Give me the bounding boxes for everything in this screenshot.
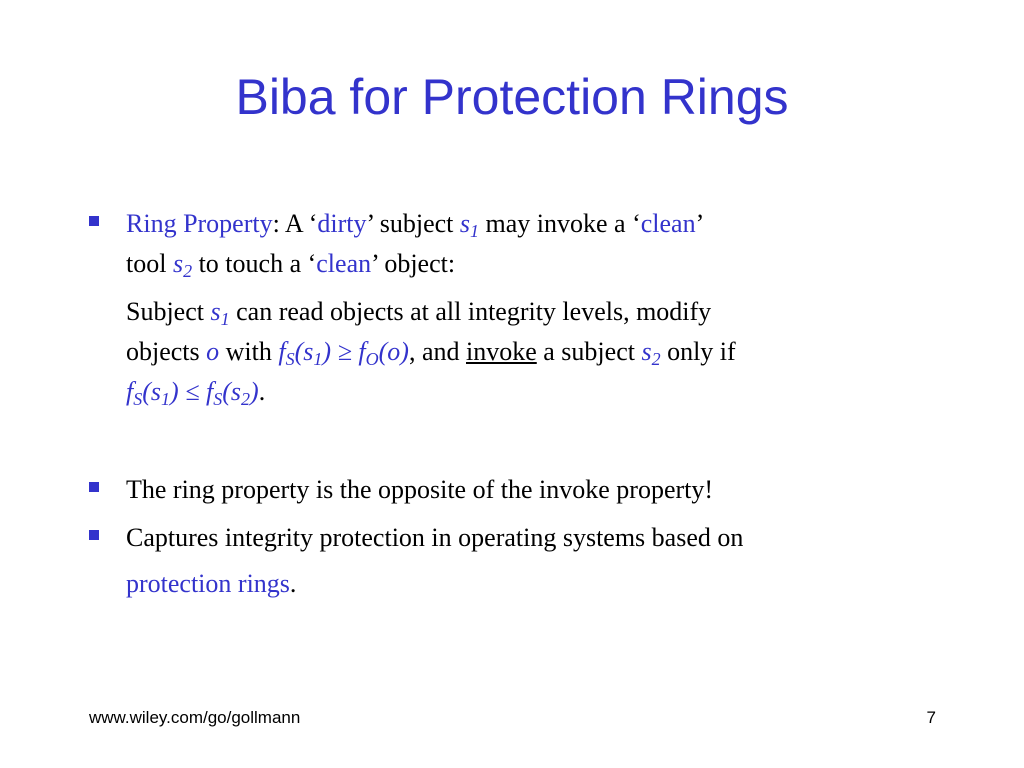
subscript-1: 1 [313, 349, 323, 369]
symbol-s: s [172, 249, 184, 278]
text-fragment: Subject [126, 297, 211, 326]
square-bullet-icon [89, 482, 99, 492]
protection-rings-term: protection rings [126, 569, 290, 598]
text-fragment: . [258, 377, 266, 406]
subject-s1 [459, 209, 480, 241]
square-bullet-icon [89, 216, 99, 226]
invoke-term: invoke [466, 337, 537, 366]
captures-line-1: Captures integrity protection in operating systems based on [126, 523, 744, 552]
text-fragment: ) [400, 337, 409, 366]
text-fragment: ( [294, 337, 304, 366]
subscript-O: O [365, 349, 379, 369]
text-fragment: ’ subject [366, 209, 460, 238]
subscript-2: 2 [241, 389, 251, 409]
subject-s2 [641, 337, 661, 369]
text-fragment: ’ object: [371, 249, 456, 278]
text-fragment: only if [660, 337, 736, 366]
subscript-S: S [133, 389, 143, 409]
symbol-s: s [641, 337, 652, 366]
captures-line-2 [126, 564, 956, 604]
clean-term: clean [640, 209, 696, 238]
text-fragment: with [219, 337, 279, 366]
bullet-opposite [126, 470, 956, 510]
opposite-text: The ring property is the opposite of the invoke property! [126, 475, 714, 504]
text-fragment: ’ [695, 209, 705, 238]
slide-title: Biba for Protection Rings [235, 69, 789, 125]
subscript-2: 2 [651, 349, 661, 369]
text-fragment: objects [126, 337, 207, 366]
page-number: 7 [926, 708, 936, 727]
subscript-1: 1 [161, 389, 171, 409]
symbol-f: f [358, 337, 366, 366]
symbol-f: f [205, 377, 214, 406]
ring-property-line-3 [126, 292, 956, 332]
ring-property-term: Ring Property [126, 209, 273, 238]
ring-property-line-5 [126, 372, 956, 412]
tool-s2 [172, 249, 193, 281]
symbol-s: s [459, 209, 471, 238]
subscript-2: 2 [183, 261, 193, 281]
clean-term: clean [316, 249, 372, 278]
text-fragment: ) [170, 377, 179, 406]
object-o: o [206, 337, 220, 366]
footer-url: www.wiley.com/go/gollmann [89, 708, 301, 727]
text-fragment: to touch a ‘ [192, 249, 317, 278]
text-fragment: ) [322, 337, 332, 366]
text-fragment: ( [378, 337, 388, 366]
subscript-S: S [213, 389, 223, 409]
text-fragment: ) [250, 377, 259, 406]
square-bullet-icon [89, 530, 99, 540]
ring-property-line-1 [126, 204, 956, 244]
geq-symbol: ≥ [331, 337, 359, 366]
text-fragment: may invoke a ‘ [479, 209, 641, 238]
symbol-f: f [278, 337, 286, 366]
text-fragment: tool [126, 249, 173, 278]
text-fragment: a subject [536, 337, 642, 366]
subscript-1: 1 [470, 221, 480, 241]
ring-property-line-2 [126, 244, 956, 284]
subscript-S: S [285, 349, 295, 369]
subscript-1: 1 [220, 309, 230, 329]
symbol-s: s [150, 377, 162, 406]
symbol-o: o [387, 337, 401, 366]
formula-fs-leq-fs [126, 377, 259, 409]
text-fragment: , and [408, 337, 466, 366]
text-fragment: . [289, 569, 297, 598]
text-fragment: ( [222, 377, 231, 406]
dirty-term: dirty [317, 209, 367, 238]
text-fragment: ( [142, 377, 151, 406]
symbol-s: s [210, 297, 221, 326]
formula-fs-geq-fo [278, 337, 409, 369]
symbol-f: f [126, 377, 134, 406]
symbol-s: s [230, 377, 242, 406]
symbol-s: s [303, 337, 314, 366]
leq-symbol: ≤ [178, 377, 206, 406]
bullet-ring-property [126, 204, 956, 412]
text-fragment: : A ‘ [272, 209, 318, 238]
text-fragment: can read objects at all integrity levels, modify [229, 297, 712, 326]
bullet-captures [126, 518, 956, 604]
subject-s1 [210, 297, 230, 329]
ring-property-line-4 [126, 332, 956, 372]
